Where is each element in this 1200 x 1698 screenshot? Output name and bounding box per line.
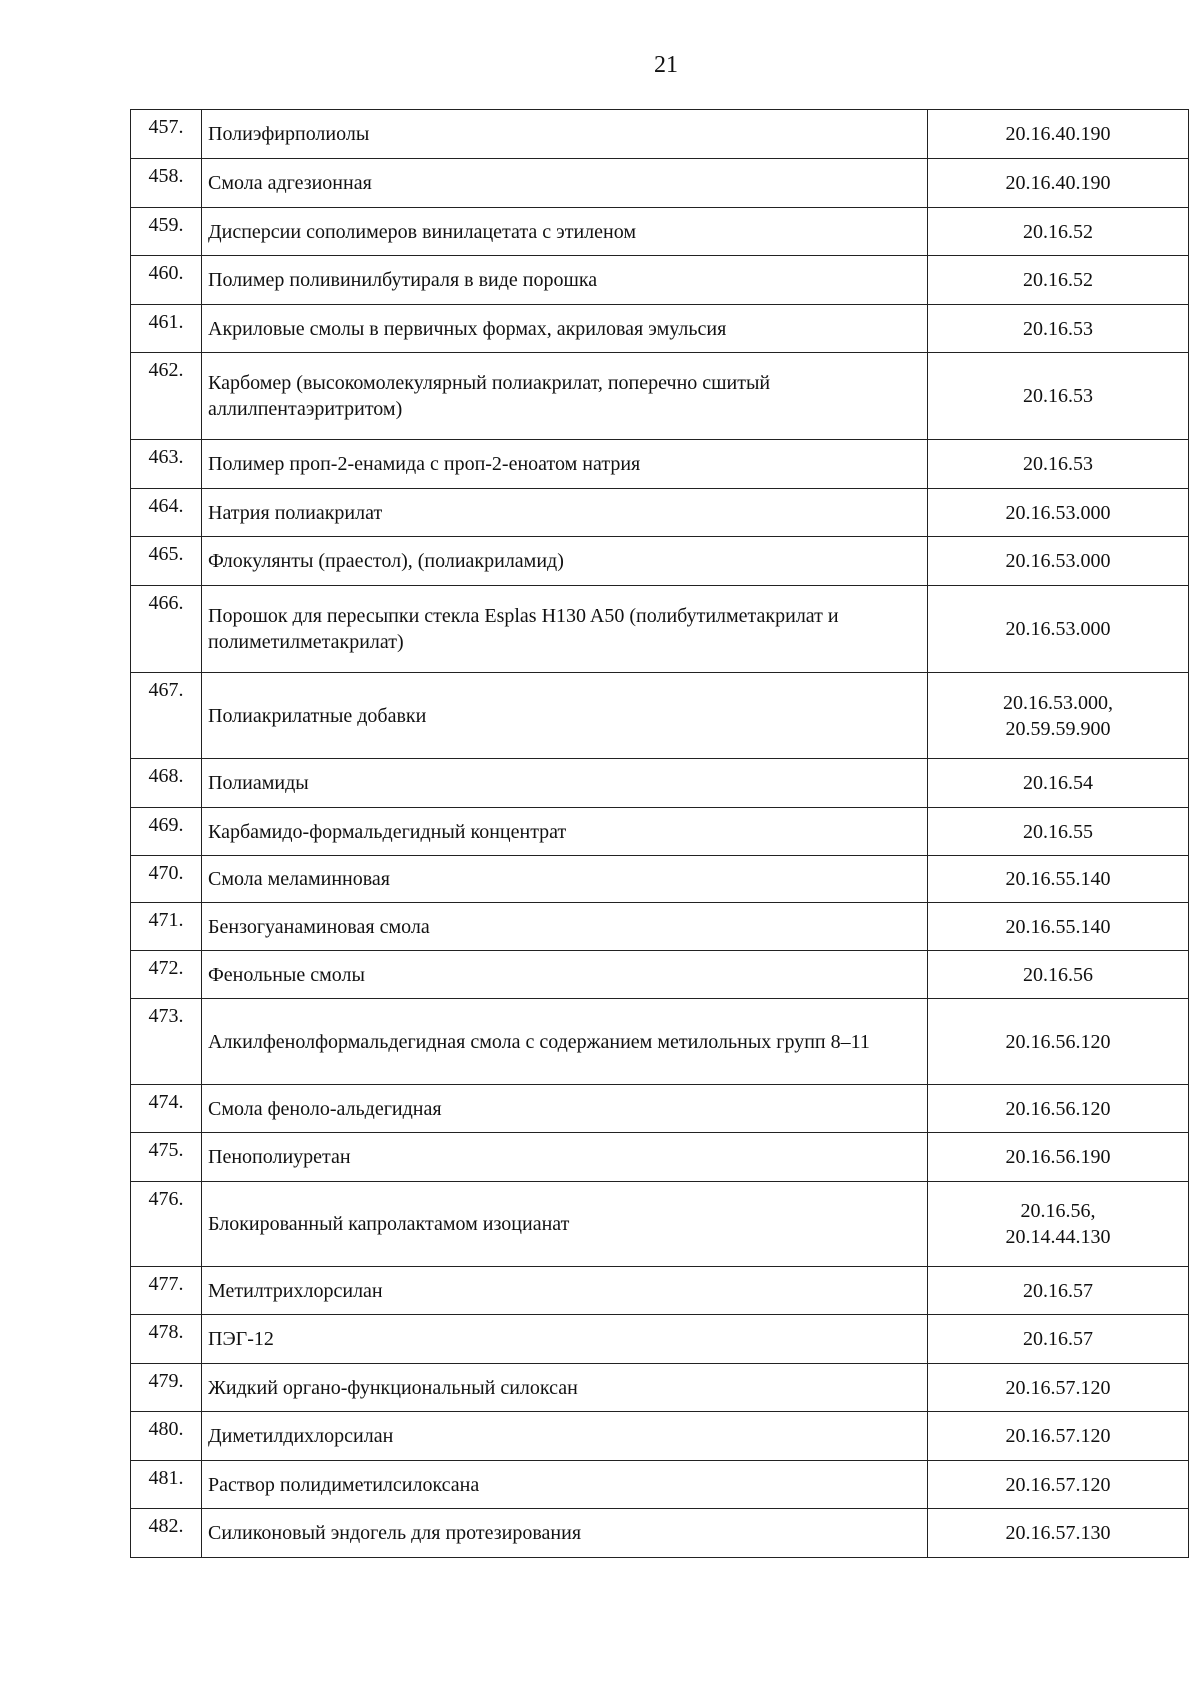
product-name: Полимер проп-2-енамида с проп-2-еноатом натрия (202, 440, 928, 489)
table-row (131, 208, 1189, 256)
row-number: 473. (131, 999, 202, 1085)
okpd-code: 20.16.57.120 (928, 1364, 1189, 1412)
okpd-code: 20.16.55.140 (928, 856, 1189, 903)
row-number: 465. (131, 537, 202, 586)
okpd-code: 20.16.55 (928, 808, 1189, 856)
row-number: 469. (131, 808, 202, 856)
okpd-code: 20.16.54 (928, 759, 1189, 808)
page-number: 21 (654, 52, 678, 78)
product-name: Карбомер (высокомолекулярный полиакрилат, поперечно сшитый аллилпентаэритритом) (202, 353, 928, 440)
product-name: Смола адгезионная (202, 159, 928, 208)
row-number: 479. (131, 1364, 202, 1412)
okpd-code: 20.16.57 (928, 1315, 1189, 1364)
table-row (131, 1412, 1189, 1461)
table-row (131, 305, 1189, 353)
okpd-code: 20.16.57 (928, 1267, 1189, 1315)
okpd-code: 20.16.57.120 (928, 1412, 1189, 1461)
product-name: Полиакрилатные добавки (202, 673, 928, 759)
table-row (131, 1509, 1189, 1558)
table-row (131, 673, 1189, 759)
table-row (131, 808, 1189, 856)
row-number: 458. (131, 159, 202, 208)
okpd-code: 20.16.56, 20.14.44.130 (928, 1182, 1189, 1267)
okpd-code: 20.16.56 (928, 951, 1189, 999)
okpd-code: 20.16.56.190 (928, 1133, 1189, 1182)
table-row (131, 440, 1189, 489)
table-row (131, 759, 1189, 808)
product-name: ПЭГ-12 (202, 1315, 928, 1364)
okpd-code: 20.16.53 (928, 305, 1189, 353)
row-number: 460. (131, 256, 202, 305)
table-row (131, 110, 1189, 159)
product-name: Алкилфенолформальдегидная смола с содержанием метилольных групп 8–11 (202, 999, 928, 1085)
table-row (131, 256, 1189, 305)
table-row (131, 489, 1189, 537)
product-name: Смола меламинновая (202, 856, 928, 903)
product-name: Диметилдихлорсилан (202, 1412, 928, 1461)
row-number: 478. (131, 1315, 202, 1364)
product-name: Полиамиды (202, 759, 928, 808)
product-name: Порошок для пересыпки стекла Esplas H130 A50 (полибутилметакрилат и полиметилметакрилат) (202, 586, 928, 673)
product-name: Полимер поливинилбутираля в виде порошка (202, 256, 928, 305)
okpd-code: 20.16.52 (928, 208, 1189, 256)
row-number: 474. (131, 1085, 202, 1133)
product-name: Карбамидо-формальдегидный концентрат (202, 808, 928, 856)
table-row (131, 1315, 1189, 1364)
table-row (131, 1182, 1189, 1267)
row-number: 466. (131, 586, 202, 673)
product-table-body (131, 110, 1189, 1558)
row-number: 459. (131, 208, 202, 256)
product-name: Флокулянты (праестол), (полиакриламид) (202, 537, 928, 586)
product-name: Пенополиуретан (202, 1133, 928, 1182)
row-number: 477. (131, 1267, 202, 1315)
product-name: Дисперсии сополимеров винилацетата с этиленом (202, 208, 928, 256)
row-number: 462. (131, 353, 202, 440)
okpd-code: 20.16.52 (928, 256, 1189, 305)
table-row (131, 1364, 1189, 1412)
product-name: Натрия полиакрилат (202, 489, 928, 537)
row-number: 472. (131, 951, 202, 999)
row-number: 464. (131, 489, 202, 537)
product-name: Метилтрихлорсилан (202, 1267, 928, 1315)
product-table (130, 109, 1189, 1558)
product-name: Блокированный капролактамом изоцианат (202, 1182, 928, 1267)
row-number: 463. (131, 440, 202, 489)
row-number: 457. (131, 110, 202, 159)
okpd-code: 20.16.53.000 (928, 489, 1189, 537)
okpd-code: 20.16.53.000 (928, 586, 1189, 673)
okpd-code: 20.16.53.000 (928, 537, 1189, 586)
okpd-code: 20.16.57.130 (928, 1509, 1189, 1558)
okpd-code: 20.16.57.120 (928, 1461, 1189, 1509)
row-number: 470. (131, 856, 202, 903)
table-row (131, 903, 1189, 951)
table-row (131, 856, 1189, 903)
row-number: 471. (131, 903, 202, 951)
okpd-code: 20.16.55.140 (928, 903, 1189, 951)
row-number: 475. (131, 1133, 202, 1182)
okpd-code: 20.16.40.190 (928, 159, 1189, 208)
table-row (131, 1085, 1189, 1133)
table-row (131, 537, 1189, 586)
row-number: 481. (131, 1461, 202, 1509)
okpd-code: 20.16.56.120 (928, 1085, 1189, 1133)
row-number: 480. (131, 1412, 202, 1461)
row-number: 461. (131, 305, 202, 353)
table-row (131, 159, 1189, 208)
table-row (131, 1267, 1189, 1315)
product-name: Акриловые смолы в первичных формах, акриловая эмульсия (202, 305, 928, 353)
okpd-code: 20.16.56.120 (928, 999, 1189, 1085)
row-number: 476. (131, 1182, 202, 1267)
product-name: Бензогуанаминовая смола (202, 903, 928, 951)
product-name: Жидкий органо-функциональный силоксан (202, 1364, 928, 1412)
okpd-code: 20.16.53 (928, 353, 1189, 440)
okpd-code: 20.16.53.000, 20.59.59.900 (928, 673, 1189, 759)
okpd-code: 20.16.40.190 (928, 110, 1189, 159)
table-row (131, 353, 1189, 440)
table-row (131, 951, 1189, 999)
product-name: Раствор полидиметилсилоксана (202, 1461, 928, 1509)
okpd-code: 20.16.53 (928, 440, 1189, 489)
product-name: Силиконовый эндогель для протезирования (202, 1509, 928, 1558)
row-number: 482. (131, 1509, 202, 1558)
table-row (131, 1133, 1189, 1182)
table-row (131, 1461, 1189, 1509)
product-name: Смола феноло-альдегидная (202, 1085, 928, 1133)
product-name: Фенольные смолы (202, 951, 928, 999)
table-row (131, 586, 1189, 673)
row-number: 468. (131, 759, 202, 808)
product-name: Полиэфирполиолы (202, 110, 928, 159)
row-number: 467. (131, 673, 202, 759)
table-row (131, 999, 1189, 1085)
